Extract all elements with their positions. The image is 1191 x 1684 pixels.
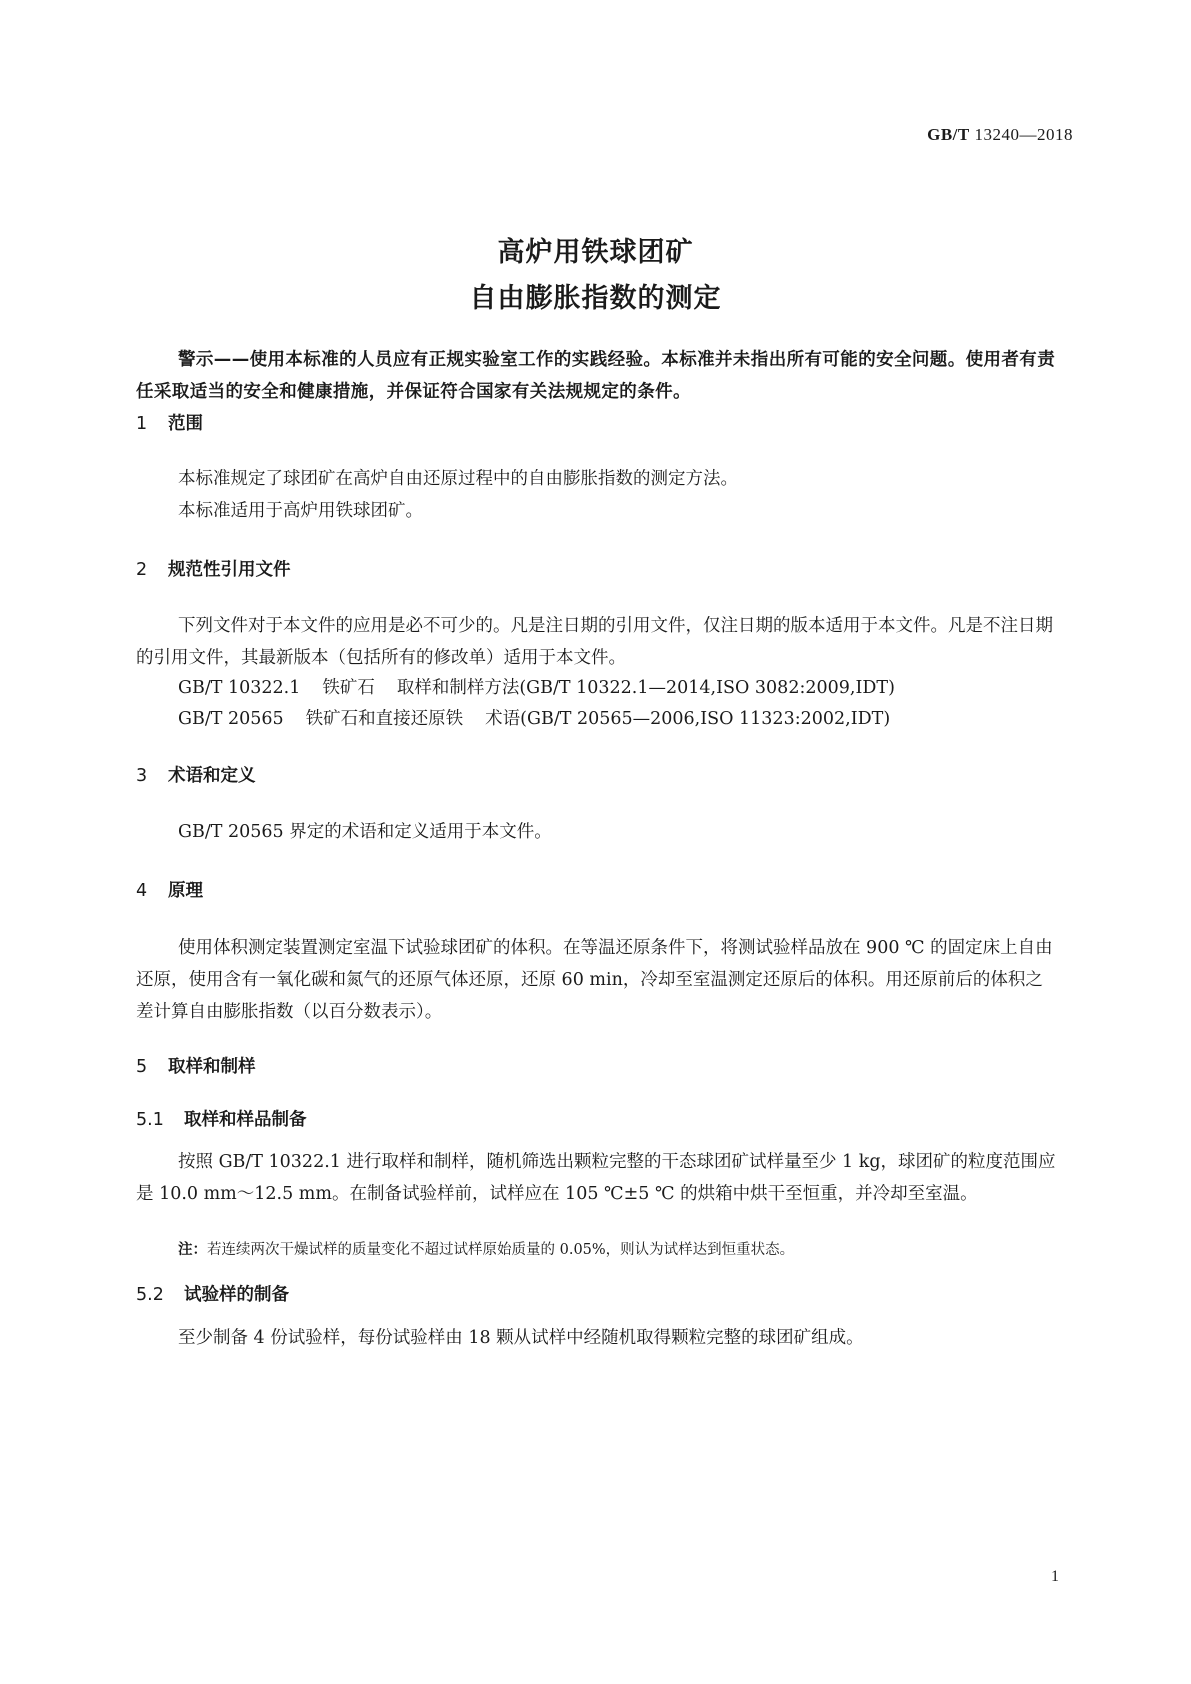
standard-number — [927, 125, 1073, 145]
section-title: 范围 — [168, 414, 203, 434]
subsection-title: 取样和样品制备 — [184, 1110, 307, 1130]
note-label: 注： — [178, 1242, 207, 1258]
reference-code: GB/T 20565 — [178, 709, 284, 729]
test-sample-paragraph: 至少制备 4 份试验样，每份试验样由 18 颗从试样中经随机取得颗粒完整的球团矿组成。 — [178, 1328, 864, 1348]
section-number: 2 — [136, 560, 148, 580]
reference-item — [178, 703, 890, 735]
normative-references-intro: 下列文件对于本文件的应用是必不可少的。凡是注日期的引用文件，仅注日期的版本适用于本文件。凡是不注日期的引用文件，其最新版本（包括所有的修改单）适用于本文件。 — [136, 616, 1053, 668]
document-title-line1: 高炉用铁球团矿 — [497, 237, 694, 268]
subsection-title: 试验样的制备 — [184, 1285, 289, 1305]
section-title: 取样和制样 — [168, 1057, 256, 1077]
section-heading-4 — [136, 877, 203, 902]
note-text: 若连续两次干燥试样的质量变化不超过试样原始质量的 0.05%，则认为试样达到恒重状态。 — [207, 1242, 795, 1258]
terms-paragraph: GB/T 20565 界定的术语和定义适用于本文件。 — [178, 822, 552, 842]
section-number: 5 — [136, 1057, 148, 1077]
section-heading-3 — [136, 762, 256, 787]
subsection-heading-5-2 — [136, 1281, 289, 1306]
standard-code: GB/T — [927, 125, 970, 144]
subsection-number: 5.1 — [136, 1110, 164, 1130]
principle-paragraph: 使用体积测定装置测定室温下试验球团矿的体积。在等温还原条件下，将测试验样品放在 900 ℃ 的固定床上自由还原，使用含有一氧化碳和氮气的还原气体还原，还原 60 min，冷却至室温测定还原后的体积。用还原前后的体积之差计算自由膨胀指数（以百分数表示）。 — [136, 938, 1053, 1022]
section-heading-1 — [136, 410, 203, 435]
section-number: 4 — [136, 881, 148, 901]
document-title-line2: 自由膨胀指数的测定 — [469, 283, 722, 314]
section-number: 3 — [136, 766, 148, 786]
subsection-number: 5.2 — [136, 1285, 164, 1305]
section-heading-5 — [136, 1053, 256, 1078]
scope-paragraph-1: 本标准规定了球团矿在高炉自由还原过程中的自由膨胀指数的测定方法。 — [178, 469, 738, 489]
reference-code: GB/T 10322.1 — [178, 678, 301, 698]
reference-title-a: 铁矿石 — [322, 678, 375, 698]
reference-title-b: 取样和制样方法(GB/T 10322.1—2014,ISO 3082:2009,IDT) — [396, 678, 895, 698]
standard-year: 13240—2018 — [969, 125, 1073, 144]
scope-paragraph-2: 本标准适用于高炉用铁球团矿。 — [178, 501, 423, 521]
subsection-heading-5-1 — [136, 1106, 307, 1131]
section-title: 规范性引用文件 — [168, 560, 291, 580]
reference-title-a: 铁矿石和直接还原铁 — [305, 709, 464, 729]
section-title: 原理 — [168, 881, 203, 901]
page-number: 1 — [1051, 1568, 1059, 1585]
warning-paragraph: 警示——使用本标准的人员应有正规实验室工作的实践经验。本标准并未指出所有可能的安全问题。使用者有责任采取适当的安全和健康措施，并保证符合国家有关法规规定的条件。 — [136, 350, 1056, 402]
section-number: 1 — [136, 414, 148, 434]
section-title: 术语和定义 — [168, 766, 256, 786]
sampling-paragraph: 按照 GB/T 10322.1 进行取样和制样，随机筛选出颗粒完整的干态球团矿试样量至少 1 kg，球团矿的粒度范围应是 10.0 mm～12.5 mm。在制备试验样前，试样应在 105 ℃±5 ℃ 的烘箱中烘干至恒重，并冷却至室温。 — [136, 1152, 1056, 1204]
section-heading-2 — [136, 556, 291, 581]
reference-title-b: 术语(GB/T 20565—2006,ISO 11323:2002,IDT) — [485, 709, 891, 729]
reference-item — [178, 672, 895, 704]
note — [178, 1238, 794, 1262]
